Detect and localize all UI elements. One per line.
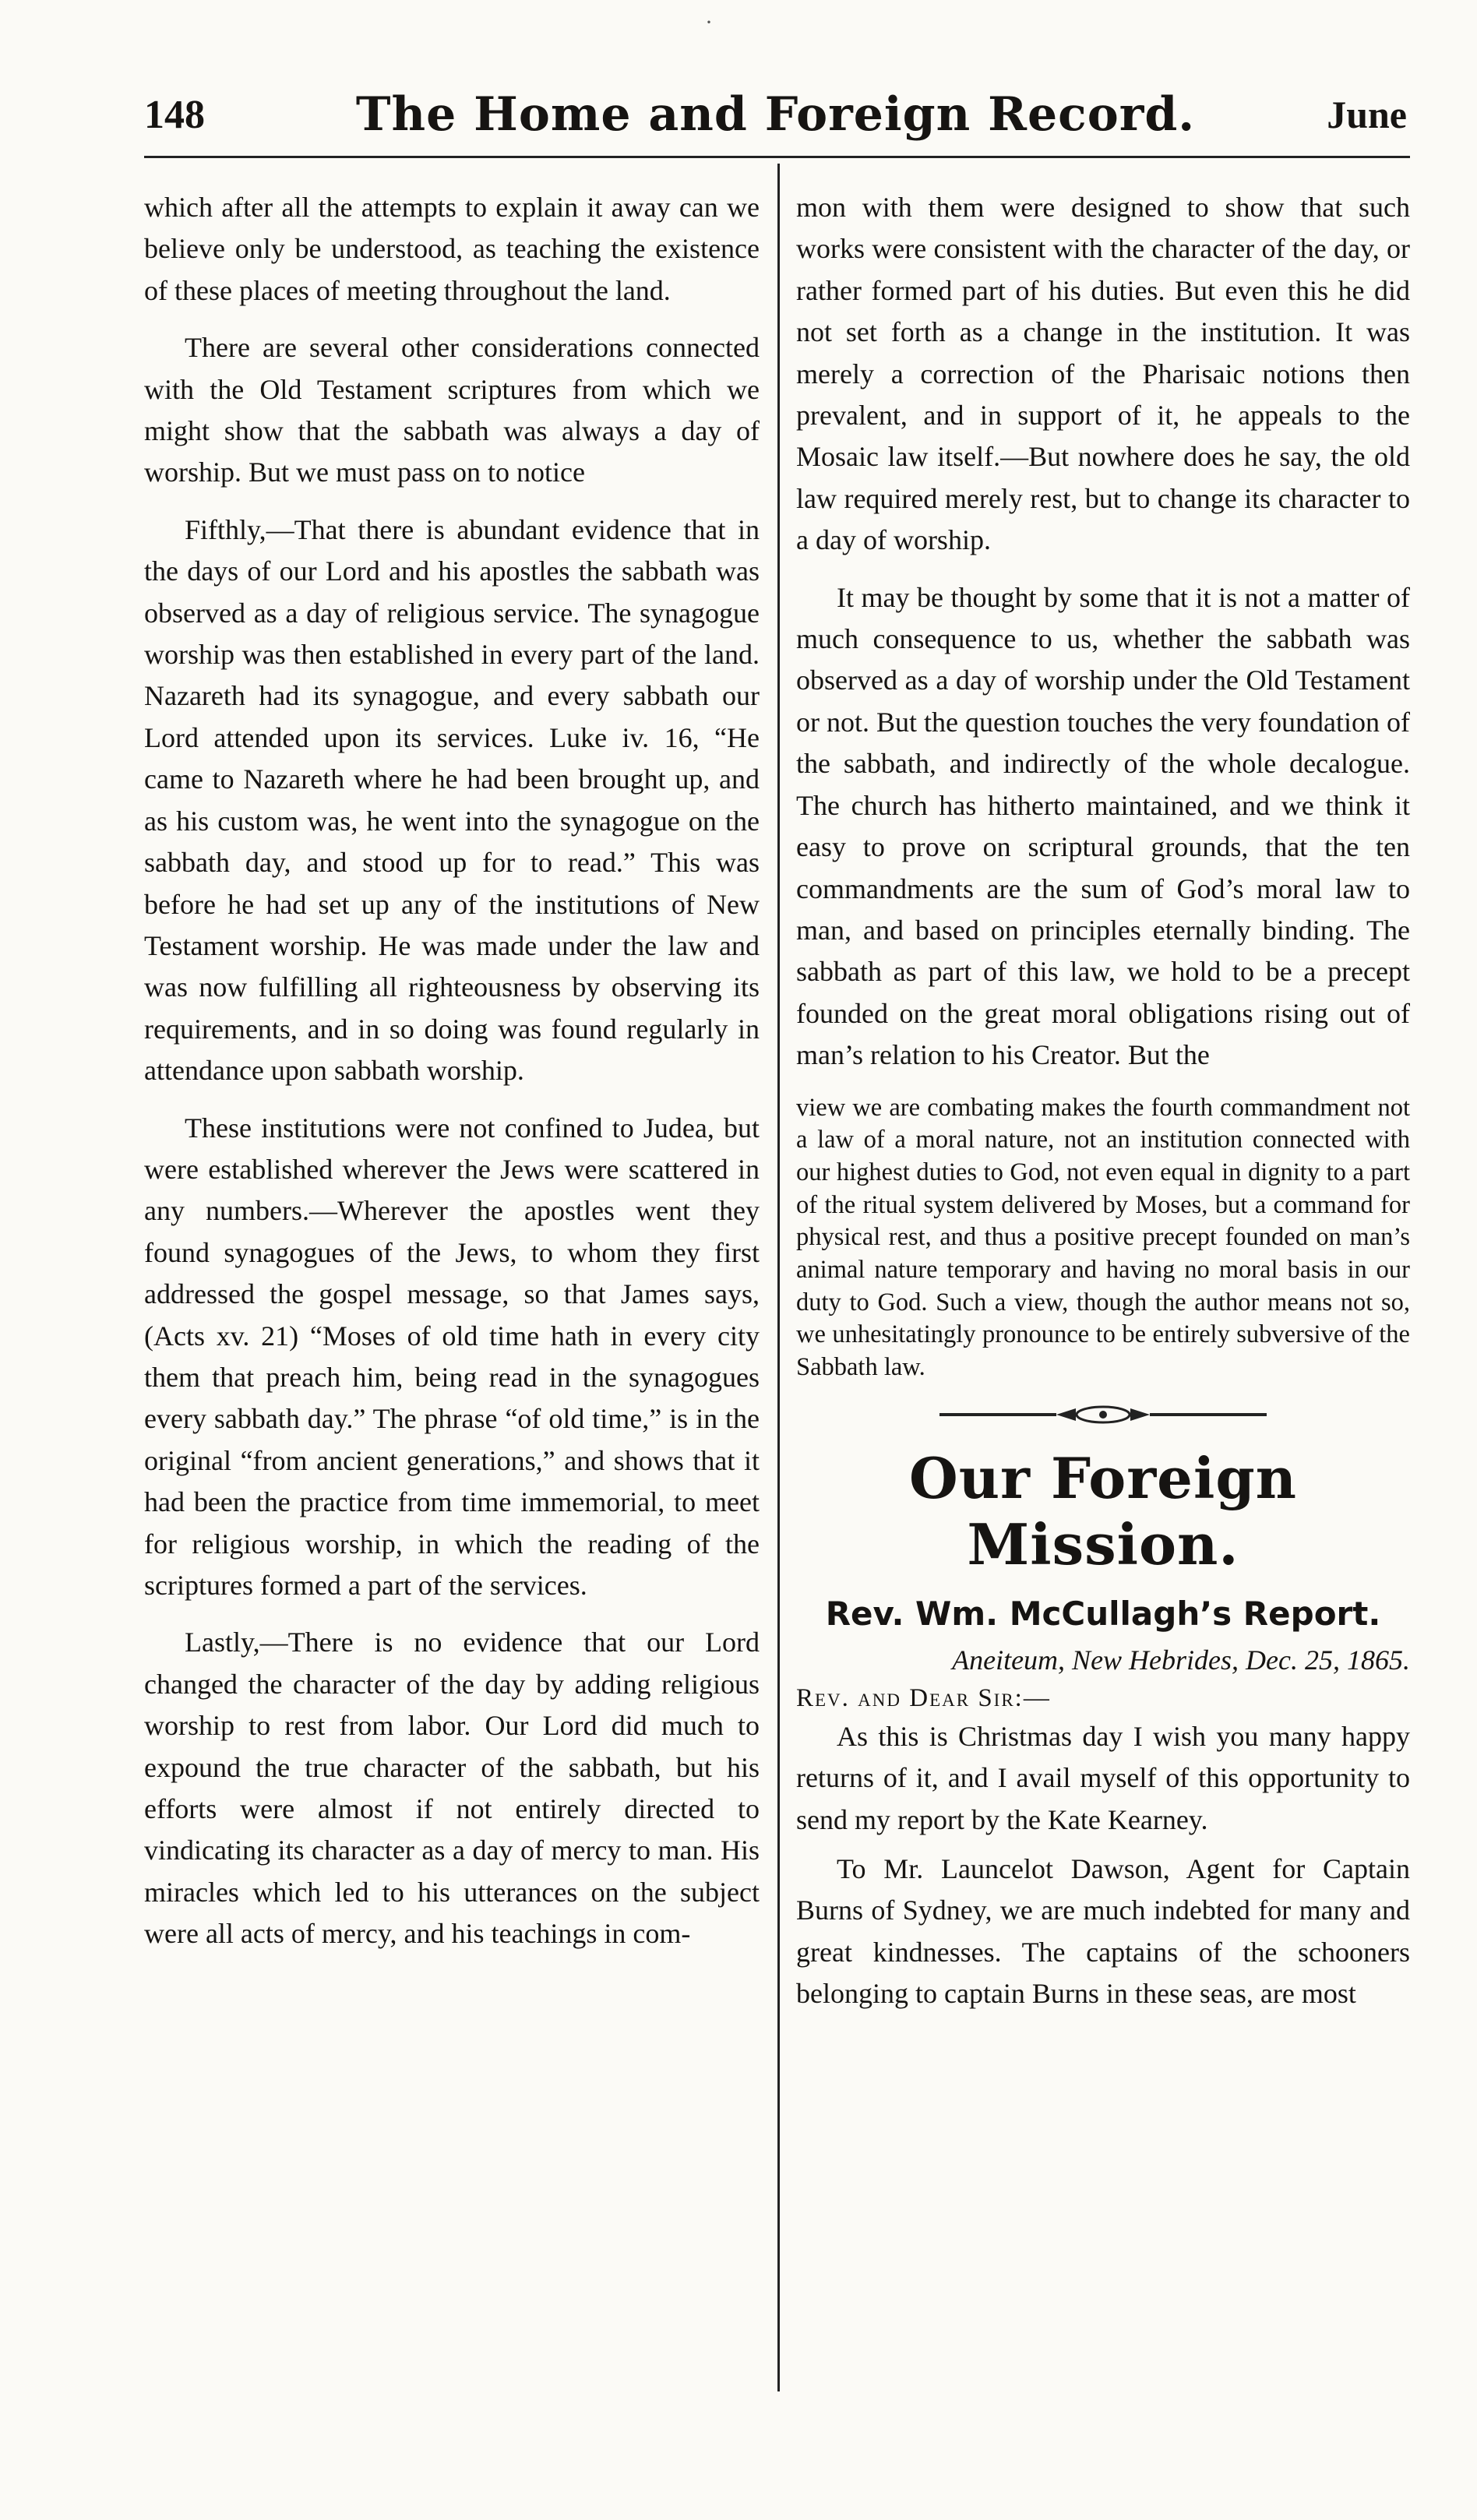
dateline: Aneiteum, New Hebrides, Dec. 25, 1865. bbox=[952, 1644, 1410, 1676]
page-number: 148 bbox=[144, 93, 205, 137]
paragraph: To Mr. Launcelot Dawson, Agent for Captain Burns of Sydney, we are much indebted for many and great kindnesses. The captains of the schooners belonging to captain Burns in these seas, are most bbox=[796, 1853, 1410, 2010]
running-title: The Home and Foreign Record. bbox=[355, 87, 1196, 142]
right-column bbox=[796, 187, 1410, 2031]
ornamental-rule bbox=[939, 1403, 1267, 1426]
paragraph: which after all the attempts to explain it away can we believe only be understood, as teaching the existence of these places of meeting throughout the land. bbox=[144, 192, 760, 306]
ornament-icon bbox=[939, 1403, 1267, 1426]
salutation: Rev. and Dear Sir:— bbox=[796, 1683, 1051, 1712]
left-column bbox=[144, 187, 760, 1971]
paragraph: Lastly,—There is no evidence that our Lord changed the character of the day by adding religious worship to rest from labor. Our Lord did much to expound the true character of the sabbath, but his efforts were almost if not entirely directed to vindicating its character as a day of mercy to man. His miracles which led to his utterances on the subject were all acts of mercy, and his teachings in com- bbox=[144, 1627, 760, 1950]
paragraph: These institutions were not confined to Judea, but were established wherever the Jews were scattered in any numbers.—Wherever the apostles went they found synagogues of the Jews, to whom they first addressed the gospel message, so that James says, (Acts xv. 21) “Moses of old time hath in every city them that preach him, being read in the synagogues every sabbath day.” The phrase “of old time,” is in the original “from ancient generations,” and shows that it had been the practice from time immemorial, to meet for religious worship, in which the reading of the scriptures formed a part of the services. bbox=[144, 1112, 760, 1601]
paragraph: It may be thought by some that it is not a matter of much consequence to us, whether the sabbath was observed as a day of worship under the Old Testament or not. But the question touches the very foundation of the sabbath, and indirectly of the whole decalogue. The church has hitherto maintained, and we think it easy to prove on scriptural grounds, that the ten commandments are the sum of God’s moral law to man, and based on principles eternally binding. The sabbath as part of this law, we hold to be a precept founded on the great moral obligations rising out of man’s relation to his Creator. But the bbox=[796, 581, 1410, 1071]
article-title: Rev. Wm. McCullagh’s Report. bbox=[825, 1594, 1381, 1633]
paragraph: There are several other considerations connected with the Old Testament scriptures from which we might show that the sabbath was always a day of worship. But we must pass on to notice bbox=[144, 332, 760, 488]
column-divider bbox=[777, 164, 780, 2391]
paragraph: As this is Christmas day I wish you many happy returns of it, and I avail myself of this opportunity to send my report by the Kate Kearney. bbox=[796, 1720, 1410, 1835]
section-heading: Our Foreign Mission. bbox=[908, 1444, 1298, 1577]
stray-dot: · bbox=[705, 9, 713, 35]
page-header bbox=[144, 87, 1407, 154]
header-rule bbox=[144, 156, 1410, 158]
paragraph-small-type: view we are combating makes the fourth commandment not a law of a moral nature, not an institution connected with our highest duties to God, not even equal in dignity to a part of the ritual system delivered by Moses, but a command for physical rest, and thus a positive precept founded on man’s animal nature temporary and having no moral basis in our duty to God. Such a view, though the author means not so, we unhesitatingly pronounce to be entirely subversive of the Sabbath law. bbox=[796, 1093, 1410, 1382]
paragraph: mon with them were designed to show that such works were consistent with the character of the day, or rather formed part of his duties. But even this he did not set forth as a change in the institution. It was merely a correction of the Pharisaic notions then prevalent, and in support of it, he appeals to the Mosaic law itself.—But nowhere does he say, the old law required merely rest, but to change its character to a day of worship. bbox=[796, 192, 1410, 556]
issue-month: June bbox=[1327, 93, 1407, 136]
paragraph: Fifthly,—That there is abundant evidence that in the days of our Lord and his apostles the sabbath was observed as a day of religious service. The synagogue worship was then established in every part of the land. Nazareth had its synagogue, and every sabbath our Lord attended upon its services. Luke iv. 16, “He came to Nazareth where he had been brought up, and as his custom was, he went into the synagogue on the sabbath day, and stood up for to read.” This was before he had set up any of the institutions of New Testament worship. He was made under the law and was now fulfilling all righteousness by observing its requirements, and in so doing was found regularly in attendance upon sabbath worship. bbox=[144, 513, 760, 1087]
